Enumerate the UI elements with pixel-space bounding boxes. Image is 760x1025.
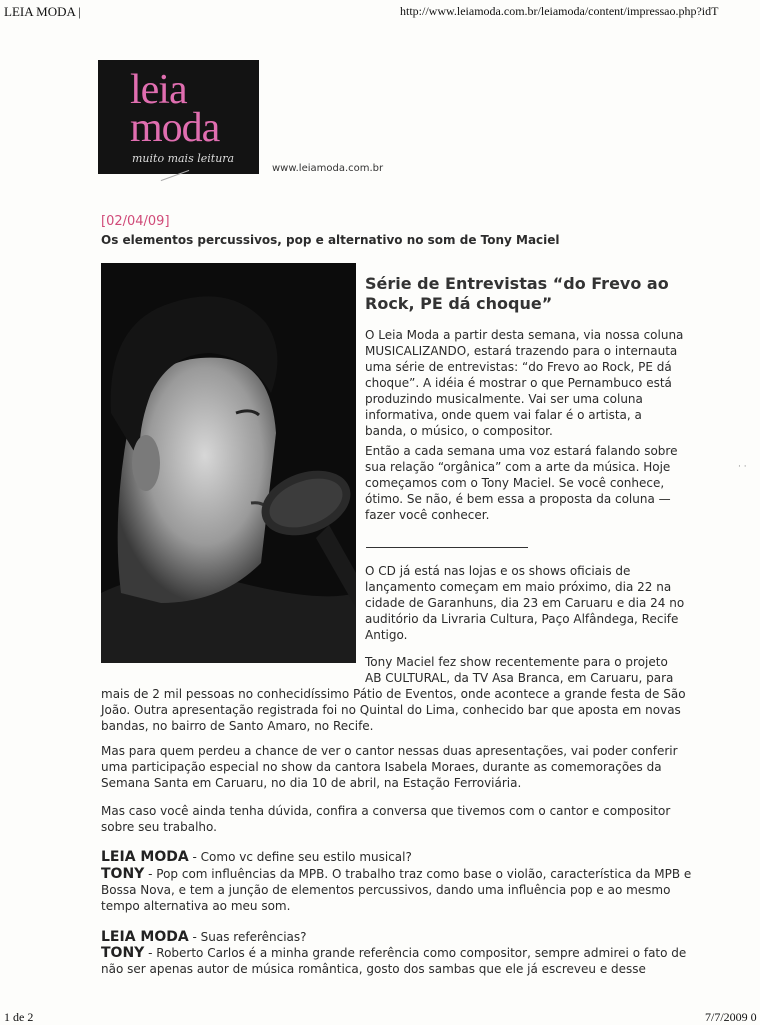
article-title: Série de Entrevistas “do Frevo ao Rock, PE dá choque” — [365, 274, 669, 313]
section-divider — [366, 547, 528, 548]
question-label: LEIA MODA — [101, 849, 189, 865]
question-text: - Suas referências? — [188, 930, 307, 944]
question-text: - Como vc define seu estilo musical? — [188, 850, 412, 864]
interview-answer — [101, 866, 701, 914]
leia-moda-logo — [98, 60, 259, 174]
article-date: [02/04/09] — [101, 214, 170, 229]
logo-word-moda: moda — [130, 105, 220, 151]
paragraph-intro: O Leia Moda a partir desta semana, via nossa coluna MUSICALIZANDO, estará trazendo para o internauta uma série de entrevistas: “do Frevo ao Rock, PE dá choque”. A idéia é mostrar o que Pernambuco está produzindo musicalmente. Vai ser uma coluna informativa, onde quem vai falar é o artista, a banda, o músico, o compositor. — [365, 328, 684, 438]
singer-portrait-graphic — [101, 263, 356, 663]
paragraph-conversation-intro: Mas caso você ainda tenha dúvida, confira a conversa que tivemos com o cantor e compositor sobre seu trabalho. — [101, 804, 671, 834]
logo-word-leia: leia — [130, 67, 187, 113]
answer-label: TONY — [101, 866, 145, 882]
print-header-title: LEIA MODA | — [4, 4, 81, 19]
interview-question — [101, 849, 701, 865]
answer-text: - Roberto Carlos é a minha grande referência como compositor, sempre admirei o fato de não ser apenas autor de música romântica, gosto dos sambas que ele já escreveu e desse — [101, 946, 687, 976]
paragraph-voice: Então a cada semana uma voz estará falando sobre sua relação “orgânica” com a arte da música. Hoje começamos com o Tony Maciel. Se você conhece, ótimo. Se não, é bem essa a proposta da coluna — fazer você conhecer. — [365, 444, 678, 522]
paragraph-shows-continued: mais de 2 mil pessoas no conhecidíssimo Pátio de Eventos, onde acontece a grande festa de São João. Outra apresentação registrada foi no Quintal do Lima, conhecido bar que aposta em novas bandas, no bairro de Santo Amaro, no Recife. — [101, 687, 686, 733]
logo-tagline: muito mais leitura — [132, 152, 235, 165]
answer-text: - Pop com influências da MPB. O trabalho traz como base o violão, característica da MPB e Bossa Nova, e tem a junção de elementos percussivos, dando uma influência pop e ao mesmo tempo alternativa ao meu som. — [101, 867, 692, 913]
interview-answer — [101, 945, 701, 977]
paragraph-cd-launch: O CD já está nas lojas e os shows oficiais de lançamento começam em maio próximo, dia 22 na cidade de Garanhuns, dia 23 em Caruaru e dia 24 no auditório da Livraria Cultura, Paço Alfândega, Recife Antigo. — [365, 564, 685, 642]
scan-specks: · · — [738, 462, 747, 472]
singer-photo — [101, 263, 356, 663]
question-label: LEIA MODA — [101, 929, 189, 945]
answer-label: TONY — [101, 945, 145, 961]
site-url: www.leiamoda.com.br — [272, 163, 384, 174]
paragraph-shows-start: Tony Maciel fez show recentemente para o projeto AB CULTURAL, da TV Asa Branca, em Caruaru, para — [365, 655, 674, 685]
print-header-url: http://www.leiamoda.com.br/leiamoda/content/impressao.php?idT — [400, 4, 719, 18]
article-headline: Os elementos percussivos, pop e alternativo no som de Tony Maciel — [101, 233, 560, 247]
paragraph-special-show: Mas para quem perdeu a chance de ver o cantor nessas duas apresentações, vai poder conferir uma participação especial no show da cantora Isabela Moraes, durante as comemorações da Semana Santa em Caruaru, no dia 10 de abril, na Estação Ferroviária. — [101, 744, 678, 790]
print-footer-date: 7/7/2009 0 — [705, 1010, 757, 1024]
print-footer-page: 1 de 2 — [4, 1010, 34, 1024]
interview-question — [101, 929, 701, 945]
